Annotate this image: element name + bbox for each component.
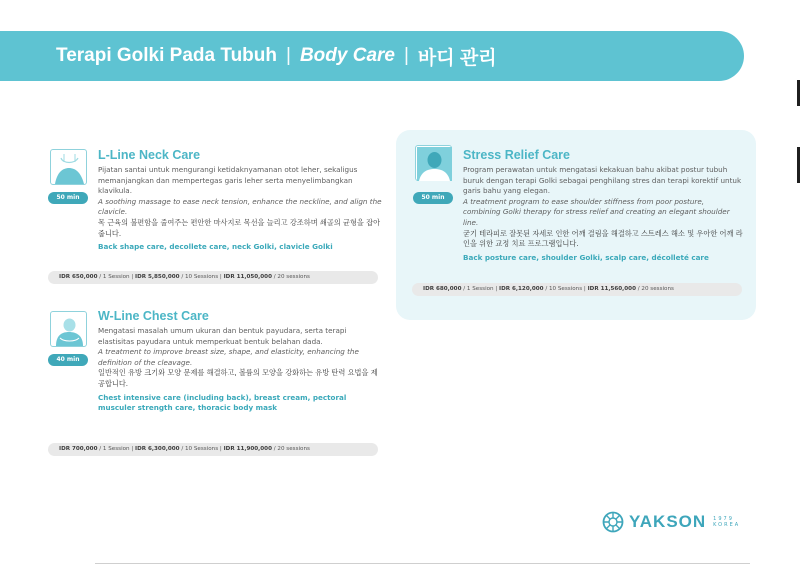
price-1-session: IDR 650,000 xyxy=(59,274,98,280)
service-card-stress-relief xyxy=(396,130,756,320)
price-1-session: IDR 680,000 xyxy=(423,286,462,292)
service-title: L-Line Neck Care xyxy=(98,148,201,162)
price-bar: IDR 650,000 / 1 Session | IDR 5,850,000 / 10 Sessions | IDR 11,050,000 / 20 sessions xyxy=(48,271,378,284)
price-label: / 20 sessions xyxy=(273,446,310,452)
service-title: W-Line Chest Care xyxy=(98,309,209,323)
description-indonesian: Pijatan santai untuk mengurangi ketidaknyamanan otot leher, sekaligus memanjangkan dan mempertegas garis leher serta menyelimbangkan klavikula. xyxy=(98,165,358,196)
service-card-chest xyxy=(48,306,388,461)
description-korean: 목 근육의 불편함을 줄여주는 편안한 마사지로 목선을 늘리고 강조하며 쇄골의 균형을 잡아줍니다. xyxy=(98,217,381,238)
price-label: / 10 Sessions xyxy=(181,274,219,280)
chest-care-icon xyxy=(50,311,87,347)
price-label: / 20 sessions xyxy=(637,286,674,292)
price-bar: IDR 700,000 / 1 Session | IDR 6,300,000 / 10 Sessions | IDR 11,900,000 / 20 sessions xyxy=(48,443,378,456)
brand-emblem-icon xyxy=(602,511,624,533)
description-indonesian: Program perawatan untuk mengatasi kekakuan bahu akibat postur tubuh buruk dengan terapi Golki sebagai penghilang stres dan terapi korektif untuk garis bahu yang elegan. xyxy=(463,165,742,196)
price-10-sessions: IDR 6,120,000 xyxy=(499,286,544,292)
price-label: / 10 Sessions xyxy=(181,446,219,452)
service-description xyxy=(463,165,743,263)
title-separator: | xyxy=(286,45,291,66)
title-korean: 바디 관리 xyxy=(417,47,497,69)
service-description xyxy=(98,326,383,414)
description-korean: 일반적인 유방 크기와 모양 문제를 해결하고, 볼륨의 모양을 강화하는 유방 탄력 요법을 제공합니다. xyxy=(98,368,378,388)
duration-badge: 50 min xyxy=(48,192,88,204)
price-1-session: IDR 700,000 xyxy=(59,446,98,452)
price-20-sessions: IDR 11,050,000 xyxy=(223,274,272,280)
brand-subtext xyxy=(713,516,740,528)
price-label: / 1 Session xyxy=(463,286,494,292)
price-bar: IDR 680,000 / 1 Session | IDR 6,120,000 / 10 Sessions | IDR 11,560,000 / 20 sessions xyxy=(412,283,742,296)
price-10-sessions: IDR 6,300,000 xyxy=(135,446,180,452)
shoulder-care-icon xyxy=(415,145,452,181)
price-label: / 1 Session xyxy=(99,446,130,452)
treatment-tags: Chest intensive care (including back), breast cream, pectoral musculer strength care, thoracic body mask xyxy=(98,392,347,413)
price-20-sessions: IDR 11,900,000 xyxy=(223,446,272,452)
price-label: / 1 Session xyxy=(99,274,130,280)
yakson-logo xyxy=(602,511,740,533)
brand-name: YAKSON xyxy=(629,512,707,531)
duration-badge: 40 min xyxy=(48,354,88,366)
duration-badge: 50 min xyxy=(413,192,453,204)
description-indonesian: Mengatasi masalah umum ukuran dan bentuk payudara, serta terapi elastisitas payudara untuk memperkuat bentuk belahan dada. xyxy=(98,326,347,346)
brand-year: 1979 xyxy=(713,516,734,522)
treatment-tags: Back shape care, decollete care, neck Golki, clavicle Golki xyxy=(98,242,333,252)
title-english: Body Care xyxy=(299,45,395,66)
service-description xyxy=(98,165,383,253)
footer-divider xyxy=(95,563,750,564)
description-english: A treatment program to ease shoulder stiffness from poor posture, combining Golki therapy for stress relief and creating an elegant shoulder line. xyxy=(463,196,730,227)
price-20-sessions: IDR 11,560,000 xyxy=(587,286,636,292)
price-10-sessions: IDR 5,850,000 xyxy=(135,274,180,280)
header-banner xyxy=(0,31,744,81)
price-label: / 10 Sessions xyxy=(545,286,583,292)
description-english: A treatment to improve breast size, shape, and elasticity, enhancing the definition of the cleavage. xyxy=(98,347,359,367)
description-korean: 굳기 테라피로 잘못된 자세로 인한 어깨 결림을 해결하고 스트레스 해소 및 우아한 어깨 라인을 위한 교정 치료 프로그램입니다. xyxy=(463,228,743,249)
treatment-tags: Back posture care, shoulder Golki, scalp care, décolleté care xyxy=(463,252,709,262)
service-title: Stress Relief Care xyxy=(463,148,571,162)
title-separator: | xyxy=(403,45,409,66)
description-english: A soothing massage to ease neck tension, enhance the neckline, and align the clavicle. xyxy=(98,196,382,217)
price-label: / 20 sessions xyxy=(273,274,310,280)
service-card-neck xyxy=(48,144,388,289)
neck-care-icon xyxy=(50,149,87,185)
brand-country: KOREA xyxy=(713,522,741,528)
title-indonesian: Terapi Golki Pada Tubuh xyxy=(56,45,277,66)
